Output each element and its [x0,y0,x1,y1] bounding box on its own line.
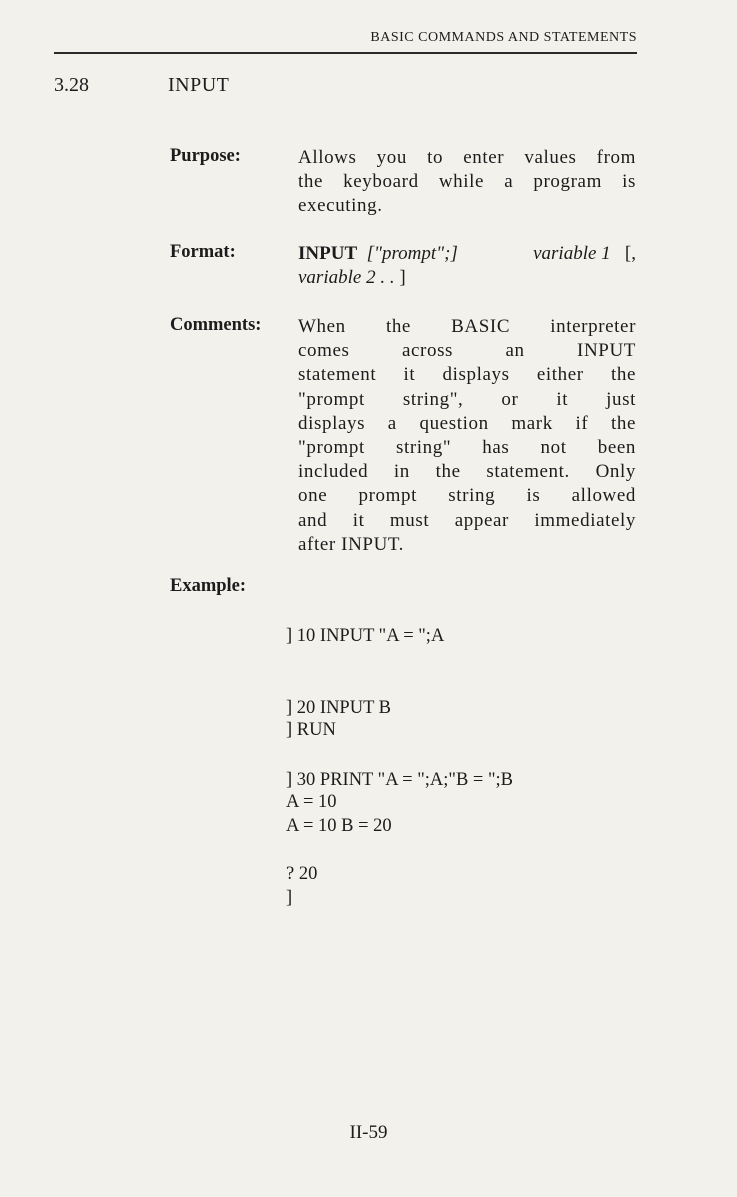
format-close-bracket: ] [399,267,406,289]
comments-line: one prompt string is allowed [298,485,636,507]
code-line: ] [286,888,293,908]
comments-label: Comments: [170,315,262,335]
code-line: A = 10 B = 20 [286,816,392,836]
code-line: ] RUN [286,720,336,740]
purpose-label: Purpose: [170,146,241,166]
format-label: Format: [170,242,236,262]
format-variable-1: variable 1 [533,243,611,264]
page-number: II-59 [349,1122,388,1143]
section-number: 3.28 [54,74,89,96]
code-line: ? 20 [286,864,318,884]
purpose-line: Allows you to enter values from [298,147,636,168]
comments-line: and it must appear immediately [298,509,636,531]
comments-line: When the BASIC interpreter [298,316,636,337]
comments-text [298,315,636,557]
section-title: INPUT [168,74,230,96]
purpose-line: the keyboard while a program is [298,171,636,193]
format-prompt: ["prompt";] [366,243,458,264]
header-rule [54,52,637,54]
comments-line: statement it displays either the [298,364,636,386]
purpose-text [298,146,636,219]
code-line: A = 10 [286,792,337,812]
comments-line: "prompt string" has not been [298,437,636,459]
purpose-line: executing. [298,195,383,217]
comments-line: "prompt string", or it just [298,388,636,410]
code-line: ] 10 INPUT "A = ";A [286,626,445,646]
format-text [298,242,636,290]
format-keyword: INPUT [298,243,358,264]
comments-line: included in the statement. Only [298,461,636,483]
format-variable-2: variable 2 . . [298,267,395,289]
code-line: ] 30 PRINT "A = ";A;"B = ";B [286,770,514,790]
comments-line: after INPUT. [298,533,405,555]
example-output [286,766,392,958]
format-open-bracket: [, [624,243,636,264]
example-label: Example: [170,576,247,596]
comments-line: displays a question mark if the [298,412,636,434]
comments-line: comes across an INPUT [298,340,636,362]
running-header: BASIC COMMANDS AND STATEMENTS [370,30,637,45]
code-line: ] 20 INPUT B [286,698,392,718]
